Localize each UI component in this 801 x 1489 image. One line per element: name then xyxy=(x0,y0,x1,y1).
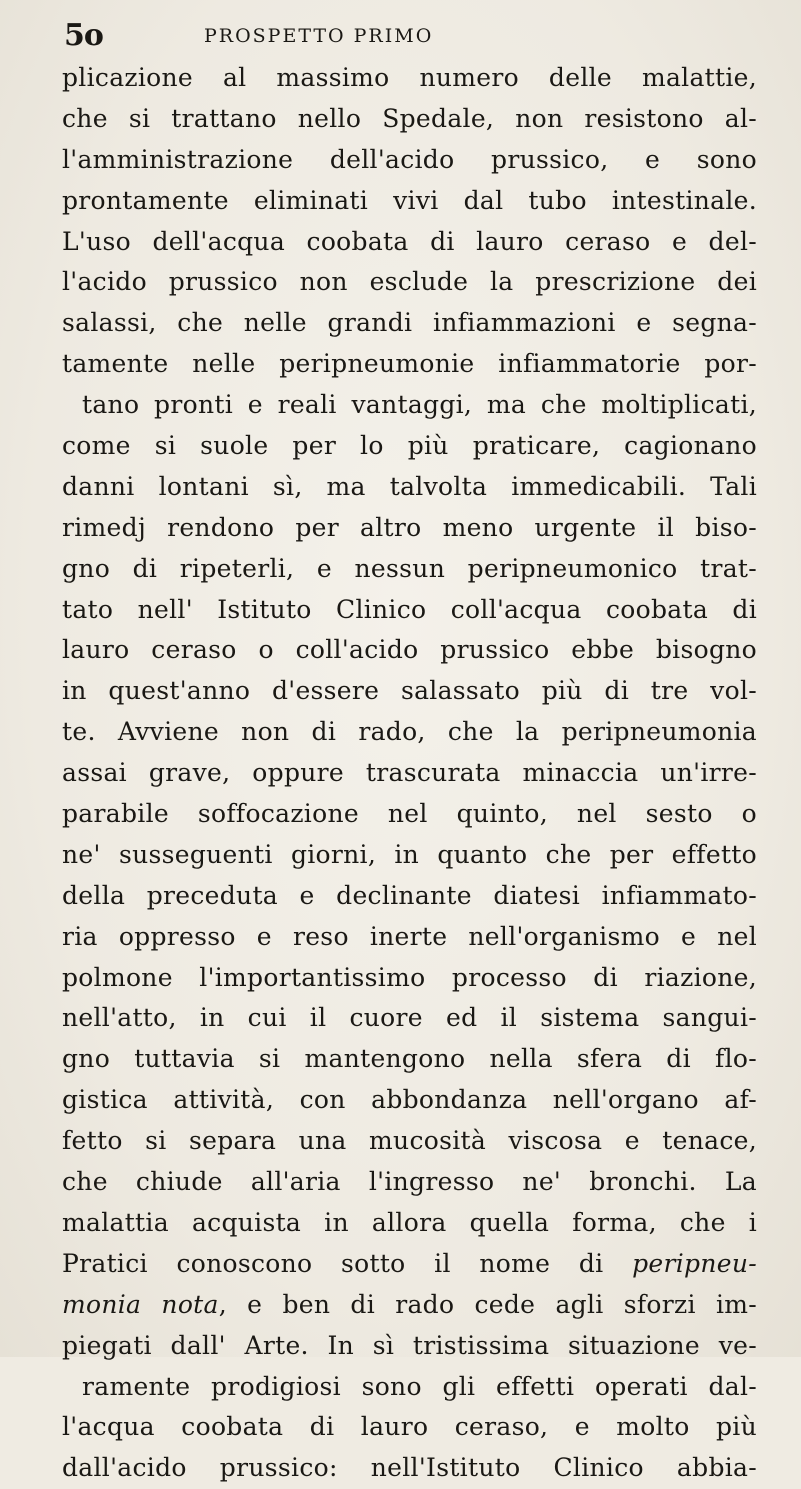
text-line-17: te. Avviene non di rado, che la peripneumonia xyxy=(62,717,757,747)
text-line-12: rimedj rendono per altro meno urgente il biso- xyxy=(62,512,757,542)
text-line-32: piegati dall' Arte. In sì tristissima situazione ve- xyxy=(62,1330,757,1360)
text-line-30-lead: Pratici conoscono sotto il nome di xyxy=(62,1248,604,1278)
text-line-27: fetto si separa una mucosità viscosa e tenace, xyxy=(62,1126,757,1156)
text-line-33: ramente prodigiosi sono gli effetti operati dal- xyxy=(82,1371,757,1401)
text-line-16: in quest'anno d'essere salassato più di tre vol- xyxy=(62,676,757,706)
text-line-22: ria oppresso e reso inerte nell'organismo e nel xyxy=(62,921,757,951)
text-line-10: come si suole per lo più praticare, cagionano xyxy=(62,431,757,461)
text-line-14: tato nell' Istituto Clinico coll'acqua coobata di xyxy=(62,594,757,624)
text-line-5: L'uso dell'acqua coobata di lauro ceraso e del- xyxy=(62,226,757,256)
page-header xyxy=(64,16,764,56)
text-line-34: l'acqua coobata di lauro ceraso, e molto più xyxy=(62,1412,757,1442)
text-line-9: tano pronti e reali vantaggi, ma che moltiplicati, xyxy=(82,390,757,420)
running-head: PROSPETTO PRIMO xyxy=(204,25,434,47)
text-line-6: l'acido prussico non esclude la prescrizione dei xyxy=(62,267,757,297)
text-line-28: che chiude all'aria l'ingresso ne' bronchi. La xyxy=(62,1167,757,1197)
text-line-4: prontamente eliminati vivi dal tubo intestinale. xyxy=(62,185,757,215)
text-line-11: danni lontani sì, ma talvolta immedicabili. Tali xyxy=(62,471,757,501)
text-line-18: assai grave, oppure trascurata minaccia un'irre- xyxy=(62,758,757,788)
page-number: 5o xyxy=(64,18,103,53)
text-line-3: l'amministrazione dell'acido prussico, e sono xyxy=(62,144,757,174)
italic-term-monia-nota: monia nota xyxy=(62,1289,219,1319)
text-line-15: lauro ceraso o coll'acido prussico ebbe bisogno xyxy=(62,635,757,665)
text-line-2: che si trattano nello Spedale, non resistono al- xyxy=(62,103,757,133)
text-line-29: malattia acquista in allora quella forma, che i xyxy=(62,1207,757,1237)
text-line-30 xyxy=(62,1244,757,1285)
text-line-19: parabile soffocazione nel quinto, nel sesto o xyxy=(62,799,757,829)
text-line-1: plicazione al massimo numero delle malattie, xyxy=(62,63,757,92)
text-line-23: polmone l'importantissimo processo di riazione, xyxy=(62,962,757,992)
text-line-21: della preceduta e declinante diatesi infiammato- xyxy=(62,880,757,910)
text-line-8: tamente nelle peripneumonie infiammatorie por- xyxy=(62,349,757,379)
text-line-31 xyxy=(62,1285,757,1326)
text-line-24: nell'atto, in cui il cuore ed il sistema sangui- xyxy=(62,1003,757,1033)
text-line-31-tail: , e ben di rado cede agli sforzi im- xyxy=(218,1289,757,1319)
text-line-35: dall'acido prussico: nell'Istituto Clinico abbia- xyxy=(62,1453,757,1483)
text-line-7: salassi, che nelle grandi infiammazioni e segna- xyxy=(62,308,757,338)
text-line-26: gistica attività, con abbondanza nell'organo af- xyxy=(62,1085,757,1115)
italic-term-peripneu: peripneu- xyxy=(632,1248,757,1278)
text-line-20: ne' susseguenti giorni, in quanto che per effetto xyxy=(62,839,757,869)
text-line-25: gno tuttavia si mantengono nella sfera di flo- xyxy=(62,1044,757,1074)
text-body xyxy=(62,58,757,1489)
text-line-13: gno di ripeterli, e nessun peripneumonico trat- xyxy=(62,553,757,583)
